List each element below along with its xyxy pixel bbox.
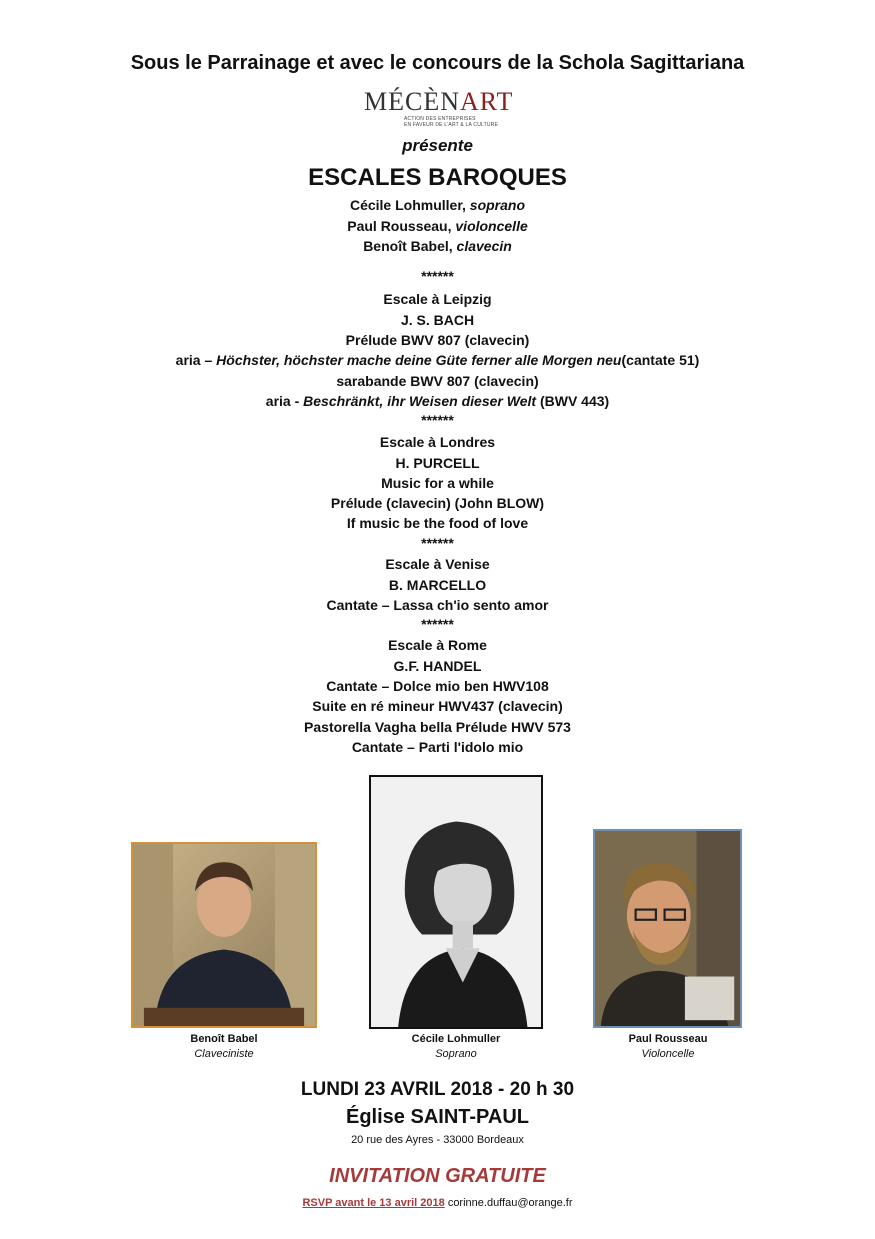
portrait-cecile-lohmuller <box>371 777 541 1027</box>
invitation-label: INVITATION GRATUITE <box>329 1165 546 1187</box>
program-heading: Escale à Londres <box>379 434 496 450</box>
program-item: aria - Beschränkt, ihr Weisen dieser Welt (BWV 443) <box>265 393 610 409</box>
sponsor-header: Sous le Parrainage et avec le concours de la Schola Sagittariana <box>130 52 745 74</box>
concert-title: ESCALES BAROQUES <box>308 164 567 191</box>
program-item: Music for a while <box>381 475 494 491</box>
logo-text-main: MÉCÈN <box>364 87 460 116</box>
program-item: Cantate – Dolce mio ben HWV108 <box>326 678 549 694</box>
program-composer: B. MARCELLO <box>388 577 487 593</box>
photo-paul-rousseau <box>593 829 742 1028</box>
portrait-paul-rousseau <box>595 831 740 1026</box>
program-item: Cantate – Lassa ch'io sento amor <box>326 597 549 613</box>
program-composer: G.F. HANDEL <box>393 658 482 674</box>
program-item: Prélude (clavecin) (John BLOW) <box>330 495 545 511</box>
program-item: Prélude BWV 807 (clavecin) <box>345 332 530 348</box>
event-date: LUNDI 23 AVRIL 2018 - 20 h 30 <box>300 1079 575 1100</box>
performer-line: Cécile Lohmuller, soprano <box>349 197 526 213</box>
portrait-benoit-babel <box>133 844 315 1026</box>
performer-line: Paul Rousseau, violoncelle <box>347 218 528 234</box>
logo-subtitle-2: EN FAVEUR DE L'ART & LA CULTURE <box>404 122 499 128</box>
photo-benoit-babel <box>131 842 317 1028</box>
event-venue: Église SAINT-PAUL <box>346 1106 529 1128</box>
program-heading: Escale à Rome <box>388 637 487 653</box>
caption-benoit-babel: Benoît Babel Claveciniste <box>190 1033 258 1060</box>
presente-label: présente <box>402 136 473 155</box>
program-item: Pastorella Vagha bella Prélude HWV 573 <box>304 719 571 735</box>
program-item: Suite en ré mineur HWV437 (clavecin) <box>312 698 563 714</box>
photo-cecile-lohmuller <box>369 775 543 1029</box>
separator: ****** <box>421 412 454 428</box>
rsvp-line <box>0 1197 875 1209</box>
mecenart-logo <box>364 88 514 128</box>
program-composer: J. S. BACH <box>400 312 475 328</box>
caption-cecile-lohmuller: Cécile Lohmuller Soprano <box>411 1033 501 1060</box>
program-composer: H. PURCELL <box>395 455 480 471</box>
program-heading: Escale à Leipzig <box>383 291 492 307</box>
event-address: 20 rue des Ayres - 33000 Bordeaux <box>351 1134 524 1146</box>
program-item: If music be the food of love <box>346 515 529 531</box>
program-heading: Escale à Venise <box>385 556 490 572</box>
caption-paul-rousseau: Paul Rousseau Violoncelle <box>628 1033 708 1060</box>
performer-line: Benoît Babel, clavecin <box>363 238 512 254</box>
separator: ****** <box>421 535 454 551</box>
program-item: Cantate – Parti l'idolo mio <box>351 739 524 755</box>
program-item: sarabande BWV 807 (clavecin) <box>336 373 539 389</box>
logo-text-accent: ART <box>460 87 514 116</box>
rsvp-label: RSVP avant le 13 avril 2018 <box>302 1197 445 1209</box>
separator: ****** <box>421 268 454 284</box>
program-item: aria – Höchster, höchster mache deine Güte ferner alle Morgen neu(cantate 51) <box>175 352 700 368</box>
rsvp-email[interactable]: corinne.duffau@orange.fr <box>447 1197 573 1209</box>
logo-subtitle-1: ACTION DES ENTREPRISES <box>404 116 476 122</box>
separator: ****** <box>421 616 454 632</box>
